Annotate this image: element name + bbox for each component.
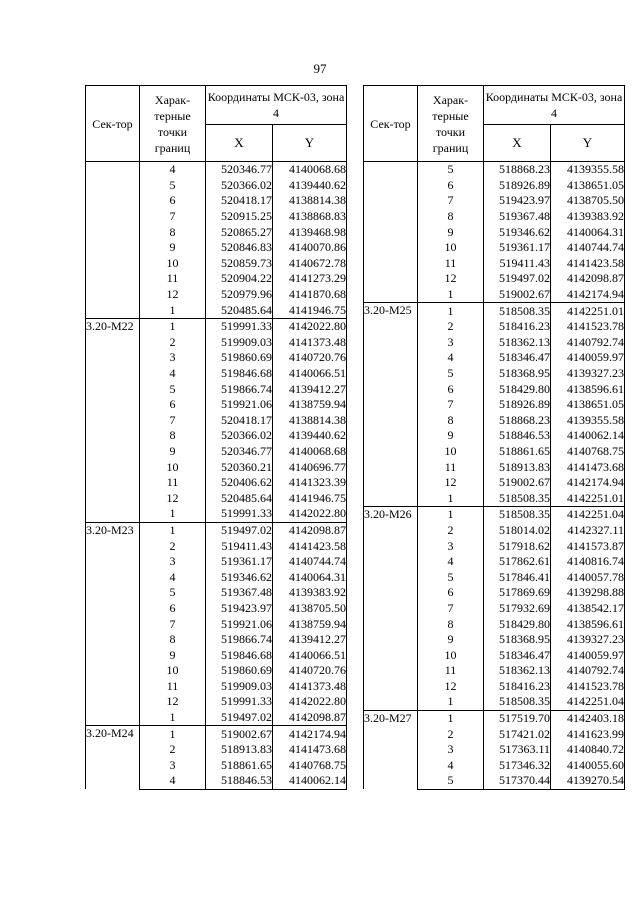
sector-cell: 3.20-М25 <box>364 303 418 507</box>
x-coordinate-cell: 519860.69 <box>206 350 273 366</box>
x-coordinate-cell: 519346.62 <box>484 224 551 240</box>
y-coordinate-cell: 4142022.80 <box>273 694 347 710</box>
point-cell: 1 <box>140 506 206 522</box>
point-cell: 6 <box>418 585 484 601</box>
y-coordinate-cell: 4139468.98 <box>273 224 347 240</box>
x-coordinate-cell: 519423.97 <box>206 601 273 617</box>
sector-header-label: Сек-тор <box>370 116 411 131</box>
y-coordinate-cell: 4141423.58 <box>273 538 347 554</box>
point-cell: 5 <box>140 585 206 601</box>
point-cell: 2 <box>140 742 206 758</box>
point-cell: 12 <box>140 490 206 506</box>
y-coordinate-cell: 4138542.17 <box>551 601 625 617</box>
point-cell: 2 <box>418 319 484 335</box>
point-cell: 3 <box>140 554 206 570</box>
x-coordinate-cell: 519866.74 <box>206 381 273 397</box>
x-coordinate-cell: 520915.25 <box>206 209 273 225</box>
x-coordinate-cell: 518362.13 <box>484 663 551 679</box>
point-cell: 11 <box>140 271 206 287</box>
point-cell: 4 <box>140 569 206 585</box>
x-coordinate-cell: 519367.48 <box>484 209 551 225</box>
y-coordinate-cell: 4142174.94 <box>551 287 625 303</box>
point-cell: 4 <box>140 773 206 789</box>
y-coordinate-cell: 4138814.38 <box>273 193 347 209</box>
x-coordinate-cell: 518368.95 <box>484 366 551 382</box>
y-coordinate-cell: 4140062.14 <box>551 428 625 444</box>
y-coordinate-cell: 4140057.78 <box>551 569 625 585</box>
sector-header-label: Сек-тор <box>92 116 133 131</box>
y-coordinate-cell: 4142098.87 <box>273 710 347 726</box>
point-cell: 1 <box>140 302 206 318</box>
point-cell: 4 <box>418 350 484 366</box>
x-coordinate-cell: 520406.62 <box>206 475 273 491</box>
point-cell: 3 <box>418 335 484 351</box>
y-coordinate-cell: 4138651.05 <box>551 397 625 413</box>
x-coordinate-cell: 518362.13 <box>484 335 551 351</box>
point-cell: 6 <box>140 397 206 413</box>
x-coordinate-cell: 518429.80 <box>484 381 551 397</box>
point-column-header <box>418 86 484 162</box>
coordinates-header: Координаты МСК-03, зона 4 <box>484 86 625 125</box>
point-cell: 7 <box>140 616 206 632</box>
point-cell: 9 <box>418 224 484 240</box>
point-cell: 10 <box>140 459 206 475</box>
x-column-header: X <box>206 125 273 162</box>
x-coordinate-cell: 518346.47 <box>484 647 551 663</box>
point-cell: 2 <box>140 538 206 554</box>
point-cell: 9 <box>140 647 206 663</box>
y-coordinate-cell: 4141623.99 <box>551 726 625 742</box>
y-coordinate-cell: 4140070.86 <box>273 240 347 256</box>
point-cell: 4 <box>418 758 484 774</box>
sector-cell: 3.20-М26 <box>364 507 418 711</box>
point-cell: 1 <box>418 490 484 506</box>
y-coordinate-cell: 4138759.94 <box>273 397 347 413</box>
y-coordinate-cell: 4139327.23 <box>551 632 625 648</box>
point-cell: 12 <box>418 271 484 287</box>
x-coordinate-cell: 518926.89 <box>484 178 551 194</box>
x-coordinate-cell: 520846.83 <box>206 240 273 256</box>
y-coordinate-cell: 4139440.62 <box>273 428 347 444</box>
y-coordinate-cell: 4139412.27 <box>273 632 347 648</box>
point-cell: 1 <box>418 710 484 726</box>
point-cell: 7 <box>140 209 206 225</box>
point-cell: 12 <box>140 287 206 303</box>
y-coordinate-cell: 4141423.58 <box>551 256 625 272</box>
x-coordinate-cell: 520865.27 <box>206 224 273 240</box>
y-coordinate-cell: 4139298.88 <box>551 585 625 601</box>
point-cell: 2 <box>418 726 484 742</box>
point-cell: 8 <box>140 224 206 240</box>
y-coordinate-cell: 4139355.58 <box>551 413 625 429</box>
y-coordinate-cell: 4142022.80 <box>273 318 347 334</box>
y-coordinate-cell: 4139412.27 <box>273 381 347 397</box>
point-cell: 11 <box>418 459 484 475</box>
point-cell: 1 <box>418 287 484 303</box>
x-coordinate-cell: 518846.53 <box>206 773 273 789</box>
x-coordinate-cell: 518926.89 <box>484 397 551 413</box>
x-coordinate-cell: 518861.65 <box>206 758 273 774</box>
coordinates-table-body <box>86 162 347 790</box>
point-cell: 1 <box>418 303 484 319</box>
sector-cell: 3.20-М22 <box>86 318 140 522</box>
x-coordinate-cell: 518913.83 <box>484 459 551 475</box>
point-cell: 6 <box>140 601 206 617</box>
x-coordinate-cell: 520904.22 <box>206 271 273 287</box>
x-coordinate-cell: 518368.95 <box>484 632 551 648</box>
y-coordinate-cell: 4141373.48 <box>273 679 347 695</box>
point-cell: 1 <box>418 694 484 710</box>
coordinates-table-right <box>363 85 625 790</box>
y-coordinate-cell: 4141273.29 <box>273 271 347 287</box>
x-coordinate-cell: 517918.62 <box>484 538 551 554</box>
table-row <box>364 162 625 178</box>
x-coordinate-cell: 519909.03 <box>206 679 273 695</box>
point-header-bottom: точки границ <box>432 124 469 155</box>
y-coordinate-cell: 4139440.62 <box>273 178 347 194</box>
x-coordinate-cell: 518508.35 <box>484 490 551 506</box>
y-coordinate-cell: 4142403.18 <box>551 710 625 726</box>
point-cell: 4 <box>418 554 484 570</box>
point-cell: 1 <box>140 726 206 742</box>
sector-cell: 3.20-М27 <box>364 710 418 789</box>
y-coordinate-cell: 4138651.05 <box>551 178 625 194</box>
x-coordinate-cell: 517932.69 <box>484 601 551 617</box>
point-cell: 7 <box>418 397 484 413</box>
point-cell: 11 <box>418 256 484 272</box>
point-cell: 10 <box>418 240 484 256</box>
point-cell: 11 <box>140 475 206 491</box>
y-coordinate-cell: 4141573.87 <box>551 538 625 554</box>
y-coordinate-cell: 4139327.23 <box>551 366 625 382</box>
x-coordinate-cell: 519909.03 <box>206 335 273 351</box>
point-cell: 4 <box>140 162 206 178</box>
point-cell: 6 <box>418 381 484 397</box>
point-cell: 11 <box>418 663 484 679</box>
point-cell: 8 <box>418 209 484 225</box>
point-cell: 5 <box>418 162 484 178</box>
x-coordinate-cell: 517869.69 <box>484 585 551 601</box>
x-coordinate-cell: 517846.41 <box>484 569 551 585</box>
x-coordinate-cell: 518508.35 <box>484 303 551 319</box>
x-coordinate-cell: 518868.23 <box>484 413 551 429</box>
y-coordinate-cell: 4139270.54 <box>551 773 625 789</box>
point-cell: 2 <box>418 523 484 539</box>
y-coordinate-cell: 4140055.60 <box>551 758 625 774</box>
x-coordinate-cell: 519497.02 <box>206 710 273 726</box>
y-coordinate-cell: 4140696.77 <box>273 459 347 475</box>
table-row <box>364 710 625 726</box>
y-coordinate-cell: 4142098.87 <box>551 271 625 287</box>
x-coordinate-cell: 518868.23 <box>484 162 551 178</box>
x-coordinate-cell: 517363.11 <box>484 742 551 758</box>
point-cell: 10 <box>140 256 206 272</box>
y-coordinate-cell: 4142098.87 <box>273 522 347 538</box>
y-coordinate-cell: 4140064.31 <box>551 224 625 240</box>
point-cell: 7 <box>418 193 484 209</box>
x-coordinate-cell: 519002.67 <box>484 287 551 303</box>
sector-cell <box>364 162 418 303</box>
x-coordinate-cell: 520366.02 <box>206 178 273 194</box>
y-coordinate-cell: 4140066.51 <box>273 366 347 382</box>
y-coordinate-cell: 4140672.78 <box>273 256 347 272</box>
y-coordinate-cell: 4138596.61 <box>551 381 625 397</box>
x-coordinate-cell: 520485.64 <box>206 490 273 506</box>
point-cell: 12 <box>418 679 484 695</box>
x-coordinate-cell: 518429.80 <box>484 616 551 632</box>
x-coordinate-cell: 519846.68 <box>206 647 273 663</box>
y-coordinate-cell: 4140768.75 <box>273 758 347 774</box>
point-cell: 4 <box>140 366 206 382</box>
y-coordinate-cell: 4142327.11 <box>551 523 625 539</box>
point-header-bottom: точки границ <box>154 124 191 155</box>
x-coordinate-cell: 519361.17 <box>484 240 551 256</box>
x-coordinate-cell: 519846.68 <box>206 366 273 382</box>
point-cell: 11 <box>140 679 206 695</box>
point-cell: 5 <box>418 366 484 382</box>
point-cell: 8 <box>418 616 484 632</box>
table-row <box>364 507 625 523</box>
y-coordinate-cell: 4141523.78 <box>551 679 625 695</box>
point-cell: 8 <box>418 413 484 429</box>
y-coordinate-cell: 4141373.48 <box>273 335 347 351</box>
x-coordinate-cell: 518861.65 <box>484 444 551 460</box>
point-cell: 10 <box>418 647 484 663</box>
x-coordinate-cell: 520979.96 <box>206 287 273 303</box>
table-row <box>86 522 347 538</box>
y-coordinate-cell: 4138814.38 <box>273 413 347 429</box>
point-cell: 1 <box>140 318 206 334</box>
point-cell: 3 <box>418 742 484 758</box>
y-coordinate-cell: 4142251.01 <box>551 490 625 506</box>
x-coordinate-cell: 519346.62 <box>206 569 273 585</box>
y-coordinate-cell: 4141946.75 <box>273 302 347 318</box>
y-coordinate-cell: 4140066.51 <box>273 647 347 663</box>
point-cell: 8 <box>140 632 206 648</box>
point-header-top: Харак-терные <box>432 92 469 123</box>
x-coordinate-cell: 517346.32 <box>484 758 551 774</box>
x-coordinate-cell: 520346.77 <box>206 444 273 460</box>
point-cell: 3 <box>418 538 484 554</box>
point-header-top: Харак-терные <box>154 92 191 123</box>
x-coordinate-cell: 519860.69 <box>206 663 273 679</box>
point-cell: 9 <box>140 240 206 256</box>
y-coordinate-cell: 4140792.74 <box>551 663 625 679</box>
y-coordinate-cell: 4141523.78 <box>551 319 625 335</box>
x-coordinate-cell: 517519.70 <box>484 710 551 726</box>
y-coordinate-cell: 4138705.50 <box>273 601 347 617</box>
x-coordinate-cell: 518416.23 <box>484 319 551 335</box>
point-cell: 5 <box>418 773 484 789</box>
point-cell: 2 <box>140 335 206 351</box>
x-coordinate-cell: 517421.02 <box>484 726 551 742</box>
point-cell: 9 <box>418 428 484 444</box>
y-coordinate-cell: 4141323.39 <box>273 475 347 491</box>
x-coordinate-cell: 520346.77 <box>206 162 273 178</box>
point-cell: 10 <box>140 663 206 679</box>
y-coordinate-cell: 4141473.68 <box>551 459 625 475</box>
point-cell: 12 <box>140 694 206 710</box>
y-column-header: Y <box>551 125 625 162</box>
table-row <box>86 726 347 742</box>
x-coordinate-cell: 517370.44 <box>484 773 551 789</box>
point-cell: 3 <box>140 758 206 774</box>
x-coordinate-cell: 519411.43 <box>484 256 551 272</box>
y-coordinate-cell: 4140064.31 <box>273 569 347 585</box>
x-coordinate-cell: 520366.02 <box>206 428 273 444</box>
y-coordinate-cell: 4140816.74 <box>551 554 625 570</box>
y-coordinate-cell: 4138596.61 <box>551 616 625 632</box>
x-coordinate-cell: 519921.06 <box>206 616 273 632</box>
table-row <box>86 318 347 334</box>
y-coordinate-cell: 4142251.01 <box>551 303 625 319</box>
x-coordinate-cell: 520485.64 <box>206 302 273 318</box>
x-coordinate-cell: 519411.43 <box>206 538 273 554</box>
y-coordinate-cell: 4140744.74 <box>551 240 625 256</box>
x-coordinate-cell: 519991.33 <box>206 694 273 710</box>
point-cell: 5 <box>140 381 206 397</box>
y-coordinate-cell: 4140068.68 <box>273 444 347 460</box>
x-coordinate-cell: 520859.73 <box>206 256 273 272</box>
point-cell: 6 <box>418 178 484 194</box>
x-coordinate-cell: 519423.97 <box>484 193 551 209</box>
point-cell: 9 <box>140 444 206 460</box>
x-coordinate-cell: 519921.06 <box>206 397 273 413</box>
page-number: 97 <box>313 61 327 76</box>
x-coordinate-cell: 518508.35 <box>484 694 551 710</box>
sector-cell: 3.20-М23 <box>86 522 140 726</box>
sector-cell: 3.20-М24 <box>86 726 140 789</box>
y-coordinate-cell: 4142174.94 <box>551 475 625 491</box>
point-cell: 1 <box>140 522 206 538</box>
x-coordinate-cell: 518416.23 <box>484 679 551 695</box>
point-cell: 7 <box>140 413 206 429</box>
y-coordinate-cell: 4140720.76 <box>273 663 347 679</box>
y-coordinate-cell: 4140744.74 <box>273 554 347 570</box>
x-coordinate-cell: 520360.21 <box>206 459 273 475</box>
y-coordinate-cell: 4141473.68 <box>273 742 347 758</box>
x-coordinate-cell: 520418.17 <box>206 193 273 209</box>
y-coordinate-cell: 4138705.50 <box>551 193 625 209</box>
x-coordinate-cell: 519002.67 <box>484 475 551 491</box>
sector-column-header <box>364 86 418 162</box>
y-coordinate-cell: 4142022.80 <box>273 506 347 522</box>
y-coordinate-cell: 4139383.92 <box>551 209 625 225</box>
x-coordinate-cell: 519497.02 <box>484 271 551 287</box>
x-coordinate-cell: 519991.33 <box>206 318 273 334</box>
x-coordinate-cell: 517862.61 <box>484 554 551 570</box>
sector-cell <box>86 162 140 319</box>
x-coordinate-cell: 518913.83 <box>206 742 273 758</box>
y-coordinate-cell: 4140062.14 <box>273 773 347 789</box>
point-cell: 1 <box>418 507 484 523</box>
coordinates-table-body <box>364 162 625 790</box>
point-cell: 12 <box>418 475 484 491</box>
x-column-header: X <box>484 125 551 162</box>
x-coordinate-cell: 518846.53 <box>484 428 551 444</box>
sector-column-header <box>86 86 140 162</box>
x-coordinate-cell: 518014.02 <box>484 523 551 539</box>
x-coordinate-cell: 519866.74 <box>206 632 273 648</box>
point-cell: 6 <box>140 193 206 209</box>
y-coordinate-cell: 4140059.97 <box>551 647 625 663</box>
table-row <box>86 162 347 178</box>
x-coordinate-cell: 519367.48 <box>206 585 273 601</box>
y-coordinate-cell: 4141870.68 <box>273 287 347 303</box>
y-coordinate-cell: 4142251.04 <box>551 694 625 710</box>
point-cell: 10 <box>418 444 484 460</box>
y-coordinate-cell: 4141946.75 <box>273 490 347 506</box>
y-coordinate-cell: 4140068.68 <box>273 162 347 178</box>
y-coordinate-cell: 4138759.94 <box>273 616 347 632</box>
coordinates-table-left <box>85 85 347 790</box>
point-cell: 9 <box>418 632 484 648</box>
x-coordinate-cell: 518508.35 <box>484 507 551 523</box>
point-cell: 5 <box>418 569 484 585</box>
y-coordinate-cell: 4139355.58 <box>551 162 625 178</box>
point-cell: 1 <box>140 710 206 726</box>
x-coordinate-cell: 519497.02 <box>206 522 273 538</box>
point-cell: 5 <box>140 178 206 194</box>
y-coordinate-cell: 4139383.92 <box>273 585 347 601</box>
y-coordinate-cell: 4140840.72 <box>551 742 625 758</box>
x-coordinate-cell: 519361.17 <box>206 554 273 570</box>
table-row <box>364 303 625 319</box>
point-cell: 3 <box>140 350 206 366</box>
y-coordinate-cell: 4142174.94 <box>273 726 347 742</box>
x-coordinate-cell: 519991.33 <box>206 506 273 522</box>
point-cell: 8 <box>140 428 206 444</box>
y-coordinate-cell: 4140059.97 <box>551 350 625 366</box>
x-coordinate-cell: 518346.47 <box>484 350 551 366</box>
y-coordinate-cell: 4140720.76 <box>273 350 347 366</box>
x-coordinate-cell: 520418.17 <box>206 413 273 429</box>
y-coordinate-cell: 4138868.83 <box>273 209 347 225</box>
coordinates-header: Координаты МСК-03, зона 4 <box>206 86 347 125</box>
y-coordinate-cell: 4142251.04 <box>551 507 625 523</box>
y-column-header: Y <box>273 125 347 162</box>
x-coordinate-cell: 519002.67 <box>206 726 273 742</box>
y-coordinate-cell: 4140792.74 <box>551 335 625 351</box>
point-column-header <box>140 86 206 162</box>
point-cell: 7 <box>418 601 484 617</box>
y-coordinate-cell: 4140768.75 <box>551 444 625 460</box>
